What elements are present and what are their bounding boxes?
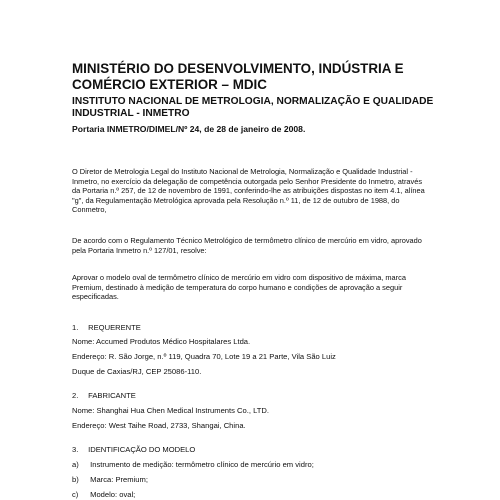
section-2-number: 2. (72, 391, 79, 400)
section-1-number: 1. (72, 323, 79, 332)
preamble-paragraph: O Diretor de Metrologia Legal do Instituto Nacional de Metrologia, Normalização e Qualidade Industrial - Inmetro, no exercício da delegação de competência outorgada pelo Senhor Presidente do Inmetro, através da Portaria n.º 257, de 12 de novembro de 1991, conferindo-lhe as atribuições dispostas no item 4.1, alínea "g", da Regulamentação Metrológica aprovada pela Resolução n.º 11, de 12 de outubro de 1988, do Conmetro, (72, 167, 425, 215)
list-item (72, 490, 462, 500)
section-2-heading (72, 391, 462, 401)
requerente-city: Duque de Caxias/RJ, CEP 25086-110. (72, 367, 202, 376)
fabricante-name: Nome: Shanghai Hua Chen Medical Instruments Co., LTD. (72, 406, 269, 415)
section-3-number: 3. (72, 445, 79, 454)
list-item-text: Marca: Premium; (90, 475, 148, 484)
ministry-heading: MINISTÉRIO DO DESENVOLVIMENTO, INDÚSTRIA E COMÉRCIO EXTERIOR – MDIC (72, 61, 404, 92)
list-item-label: c) (72, 490, 79, 499)
requerente-name: Nome: Accumed Produtos Médico Hospitalares Ltda. (72, 337, 251, 346)
section-1-title: REQUERENTE (88, 323, 141, 332)
list-item (72, 475, 462, 485)
list-item-text: Instrumento de medição: termômetro clínico de mercúrio em vidro; (90, 460, 314, 469)
section-3-heading (72, 445, 462, 455)
section-2-title: FABRICANTE (88, 391, 136, 400)
list-item-label: a) (72, 460, 79, 469)
approval-paragraph: Aprovar o modelo oval de termômetro clínico de mercúrio em vidro com dispositivo de máxima, marca Premium, destinado à medição de temperatura do corpo humano e condições de aprovação a seguir especificadas. (72, 273, 406, 302)
portaria-heading: Portaria INMETRO/DIMEL/Nº 24, de 28 de janeiro de 2008. (72, 124, 306, 134)
requerente-address: Endereço: R. São Jorge, n.º 119, Quadra 70, Lote 19 a 21 Parte, Vila São Luiz (72, 352, 336, 361)
fabricante-address: Endereço: West Taihe Road, 2733, Shangai, China. (72, 421, 246, 430)
resolution-paragraph: De acordo com o Regulamento Técnico Metrológico de termômetro clínico de mercúrio em vidro, aprovado pela Portaria Inmetro n.º 127/01, resolve: (72, 236, 422, 255)
institute-heading: INSTITUTO NACIONAL DE METROLOGIA, NORMALIZAÇÃO E QUALIDADE INDUSTRIAL - INMETRO (72, 96, 434, 119)
list-item (72, 460, 462, 470)
list-item-label: b) (72, 475, 79, 484)
section-3-title: IDENTIFICAÇÃO DO MODELO (88, 445, 196, 454)
list-item-text: Modelo: oval; (90, 490, 136, 499)
section-1-heading (72, 323, 462, 333)
